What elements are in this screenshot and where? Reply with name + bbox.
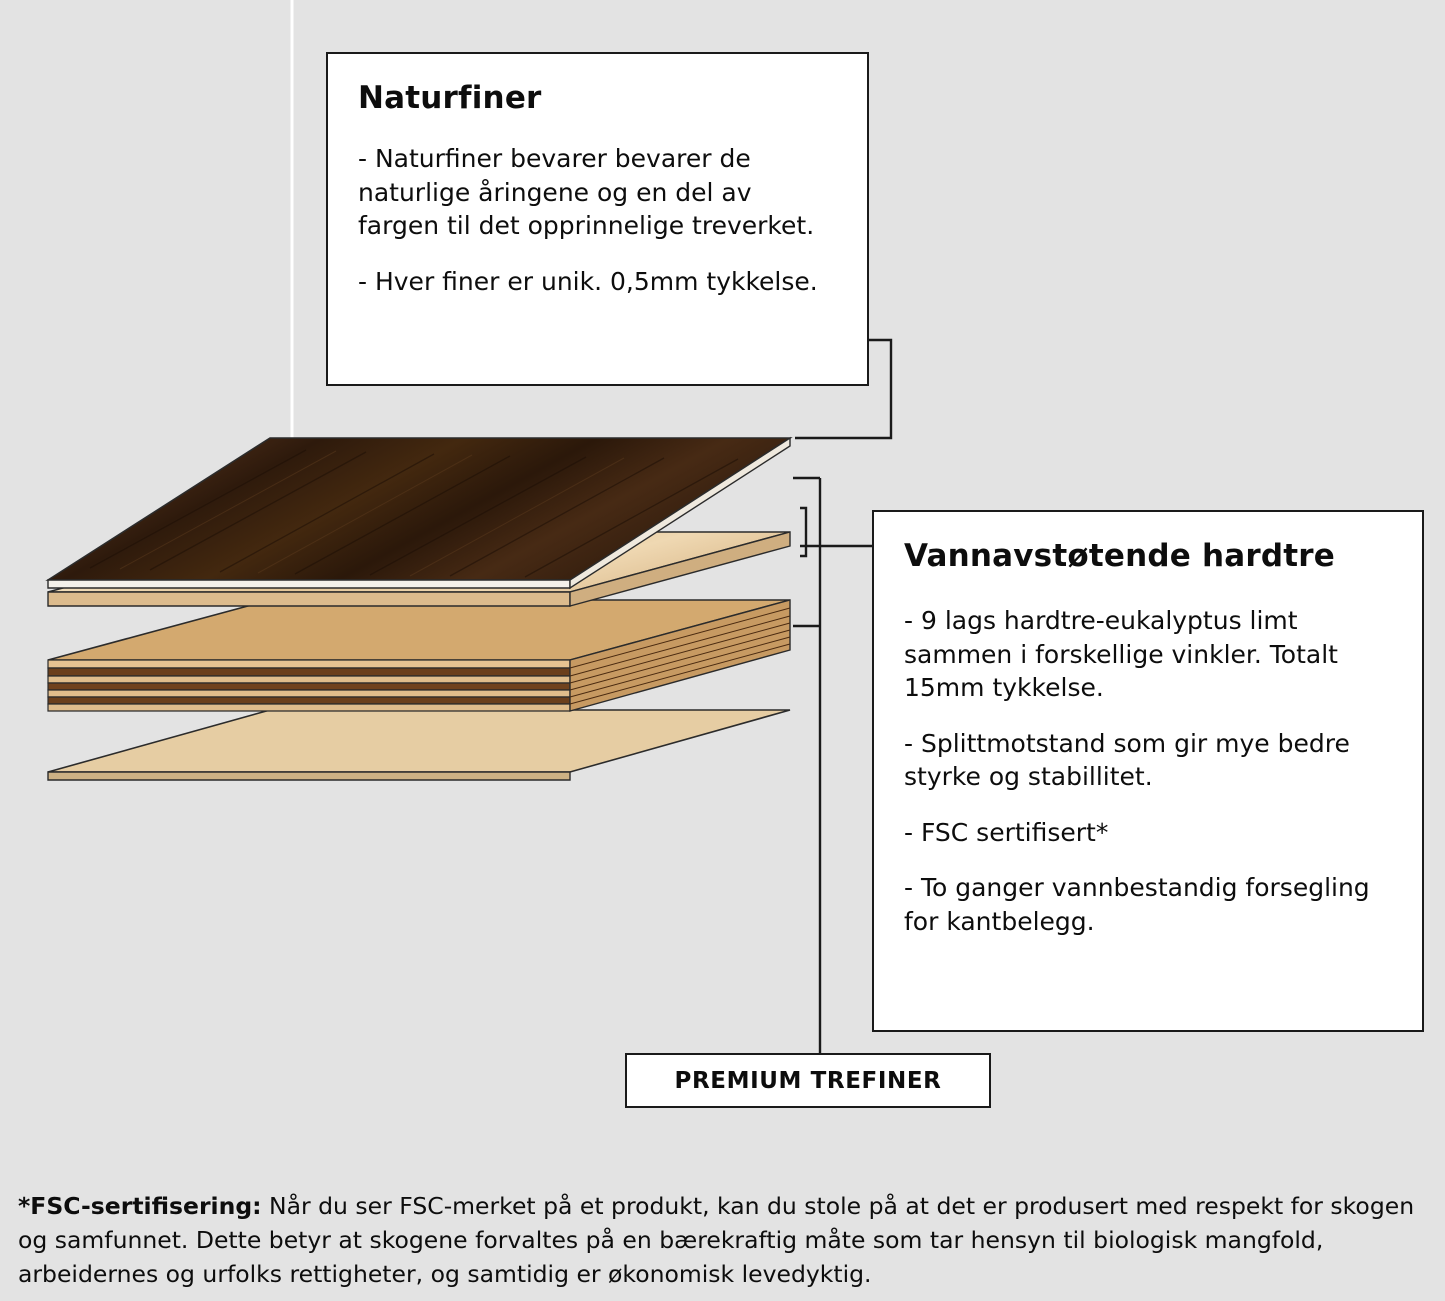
layer-stack-diagram — [30, 420, 840, 820]
layer-light-ply-bottom — [48, 710, 790, 780]
callout-natural-veneer — [326, 52, 869, 386]
callout-hardwood-title: Vannavstøtende hardtre — [904, 538, 1335, 574]
layer-multiply-core — [48, 600, 790, 711]
callout-hardwood-paragraph-1: - 9 lags hardtre-eukalyptus limt sammen i forskellige vinkler. Totalt 15mm tykkelse. — [904, 606, 1338, 702]
footnote-body: Når du ser FSC-merket på et produkt, kan du stole på at det er produsert med respekt for skogen og samfunnet. Dette betyr at skogene forvaltes på en bærekraftig måte som tar hensyn til biologisk mangfold, arbeidernes og urfolks rettigheter, og samtidig er økonomisk levedyktig. — [18, 1192, 1415, 1289]
footnote-fsc-certification — [18, 1189, 1430, 1291]
callout-hardwood-paragraph-2: - Splittmotstand som gir mye bedre styrke og stabillitet. — [904, 728, 1350, 791]
callout-veneer-paragraph-2: - Hver finer er unik. 0,5mm tykkelse. — [358, 266, 818, 296]
callout-waterproof-hardwood — [872, 510, 1424, 1032]
callout-veneer-title: Naturfiner — [358, 80, 542, 116]
callout-hardwood-paragraph-3: - FSC sertifisert* — [904, 817, 1109, 847]
footnote-lead: *FSC-sertifisering: — [18, 1192, 262, 1220]
label-premium-wood-veneer: PREMIUM TREFINER — [625, 1053, 991, 1108]
callout-veneer-paragraph-1: - Naturfiner bevarer bevarer de naturlige åringene og en del av fargen til det opprinnelige treverket. — [358, 144, 815, 240]
callout-hardwood-paragraph-4: - To ganger vannbestandig forsegling for kantbelegg. — [904, 873, 1370, 936]
